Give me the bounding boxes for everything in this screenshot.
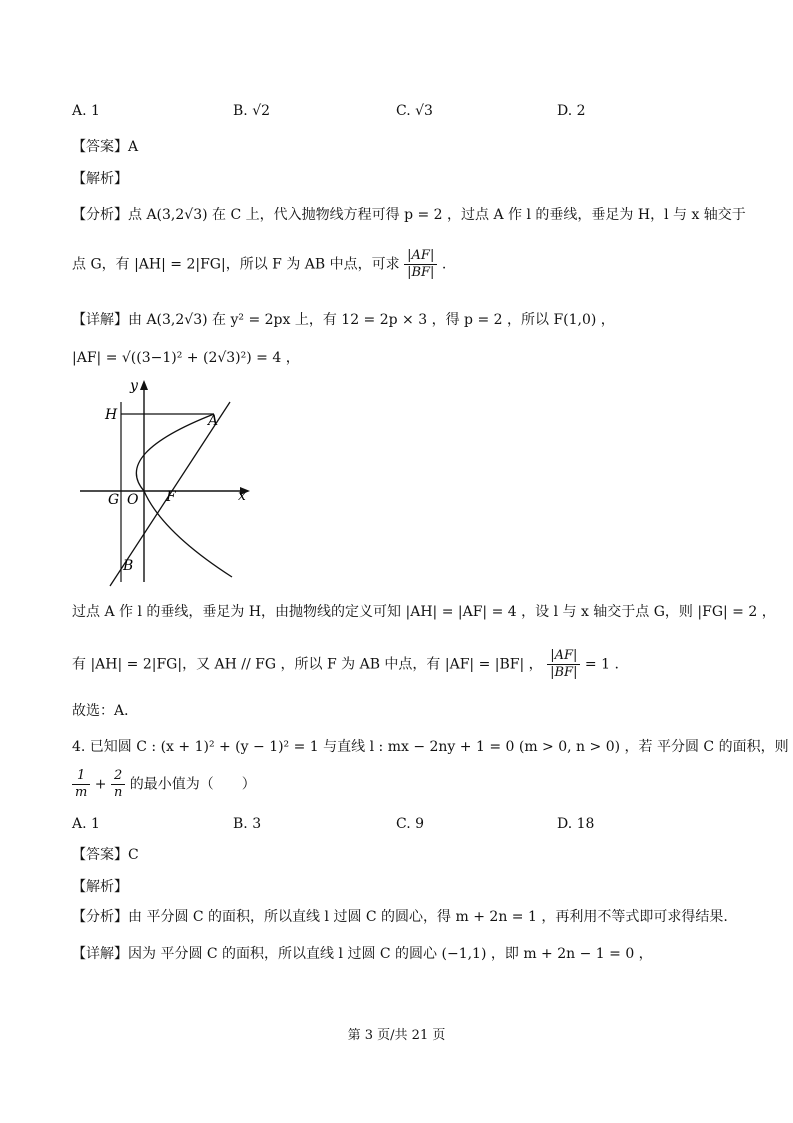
q4-answer: 【答案】C bbox=[72, 847, 139, 863]
fraction-denominator: n bbox=[113, 785, 123, 800]
plus-sign: + bbox=[94, 776, 107, 793]
q3-fenxi-line2-text: 点 G，有 |AH| = 2|FG|，所以 F 为 AB 中点，可求 bbox=[72, 256, 400, 273]
q4-stem-line2-text: 的最小值为（ ） bbox=[129, 776, 256, 793]
parabola-figure bbox=[72, 372, 272, 592]
q4-option-a: A. 1 bbox=[72, 816, 100, 832]
q3-answer: 【答案】A bbox=[72, 139, 139, 155]
fraction-denominator: |BF| bbox=[407, 265, 435, 280]
label-y: y bbox=[130, 378, 138, 394]
q3-analysis-label: 【解析】 bbox=[72, 171, 128, 187]
fraction-numerator: 1 bbox=[72, 768, 90, 785]
label-a: A bbox=[208, 413, 219, 429]
q4-stem-line2 bbox=[72, 768, 256, 801]
q3-after-figure-line2-end: = 1 . bbox=[584, 656, 619, 673]
fraction-denominator: |BF| bbox=[550, 665, 578, 680]
q3-ratio-fraction bbox=[547, 648, 580, 681]
label-x: x bbox=[238, 488, 246, 504]
q3-option-b: B. √2 bbox=[233, 103, 271, 119]
q3-fenxi-line2-end: . bbox=[441, 256, 447, 273]
label-f: F bbox=[166, 489, 176, 505]
q4-xiangjie: 【详解】因为 平分圆 C 的面积，所以直线 l 过圆 C 的圆心 (−1,1) ，即 m + 2n − 1 = 0 ， bbox=[72, 946, 653, 962]
q3-choose: 故选：A． bbox=[72, 703, 139, 719]
q3-after-figure-line2 bbox=[72, 648, 619, 681]
q3-fenxi-line2 bbox=[72, 248, 446, 281]
fraction-numerator: 2 bbox=[111, 768, 125, 785]
q4-option-c: C. 9 bbox=[396, 816, 425, 832]
q4-analysis-label: 【解析】 bbox=[72, 879, 128, 895]
q3-option-a: A. 1 bbox=[72, 103, 100, 119]
q3-xiangjie-line1: 【详解】由 A(3,2√3) 在 y² = 2px 上，有 12 = 2p × 3 ，得 p = 2 ，所以 F(1,0) ， bbox=[72, 312, 615, 328]
label-b: B bbox=[123, 558, 134, 574]
q3-after-figure-line2-text: 有 |AH| = 2|FG|，又 AH // FG ，所以 F 为 AB 中点，有 |AF| = |BF| ， bbox=[72, 656, 543, 673]
q4-fraction-1 bbox=[72, 768, 90, 801]
page-footer: 第 3 页/共 21 页 bbox=[347, 1028, 446, 1043]
y-axis-arrow bbox=[140, 380, 148, 390]
fraction-numerator: |AF| bbox=[404, 248, 437, 265]
q4-option-b: B. 3 bbox=[233, 816, 262, 832]
q4-option-d: D. 18 bbox=[557, 816, 595, 832]
q4-fenxi: 【分析】由 平分圆 C 的面积，所以直线 l 过圆 C 的圆心，得 m + 2n = 1 ，再利用不等式即可求得结果. bbox=[72, 909, 728, 925]
q4-stem-line1: 4. 已知圆 C : (x + 1)² + (y − 1)² = 1 与直线 l : mx − 2ny + 1 = 0 (m > 0, n > 0) ，若 平分圆 C 的面积，则 bbox=[72, 739, 789, 755]
q3-fenxi-line1: 【分析】点 A(3,2√3) 在 C 上，代入抛物线方程可得 p = 2 ，过点 A 作 l 的垂线，垂足为 H，l 与 x 轴交于 bbox=[72, 207, 746, 223]
q3-option-c: C. √3 bbox=[396, 103, 433, 119]
label-o: O bbox=[127, 492, 139, 508]
q3-xiangjie-line2: |AF| = √((3−1)² + (2√3)²) = 4 ， bbox=[72, 350, 300, 366]
fraction-denominator: m bbox=[75, 785, 88, 800]
parabola-curve bbox=[136, 414, 232, 577]
fraction-numerator: |AF| bbox=[547, 648, 580, 665]
q3-after-figure-line1: 过点 A 作 l 的垂线，垂足为 H，由抛物线的定义可知 |AH| = |AF| = 4 ，设 l 与 x 轴交于点 G，则 |FG| = 2 ， bbox=[72, 604, 776, 620]
q4-fraction-2 bbox=[111, 768, 125, 801]
q3-fenxi-fraction bbox=[404, 248, 437, 281]
label-g: G bbox=[108, 492, 120, 508]
label-h: H bbox=[105, 407, 118, 423]
q3-option-d: D. 2 bbox=[557, 103, 586, 119]
